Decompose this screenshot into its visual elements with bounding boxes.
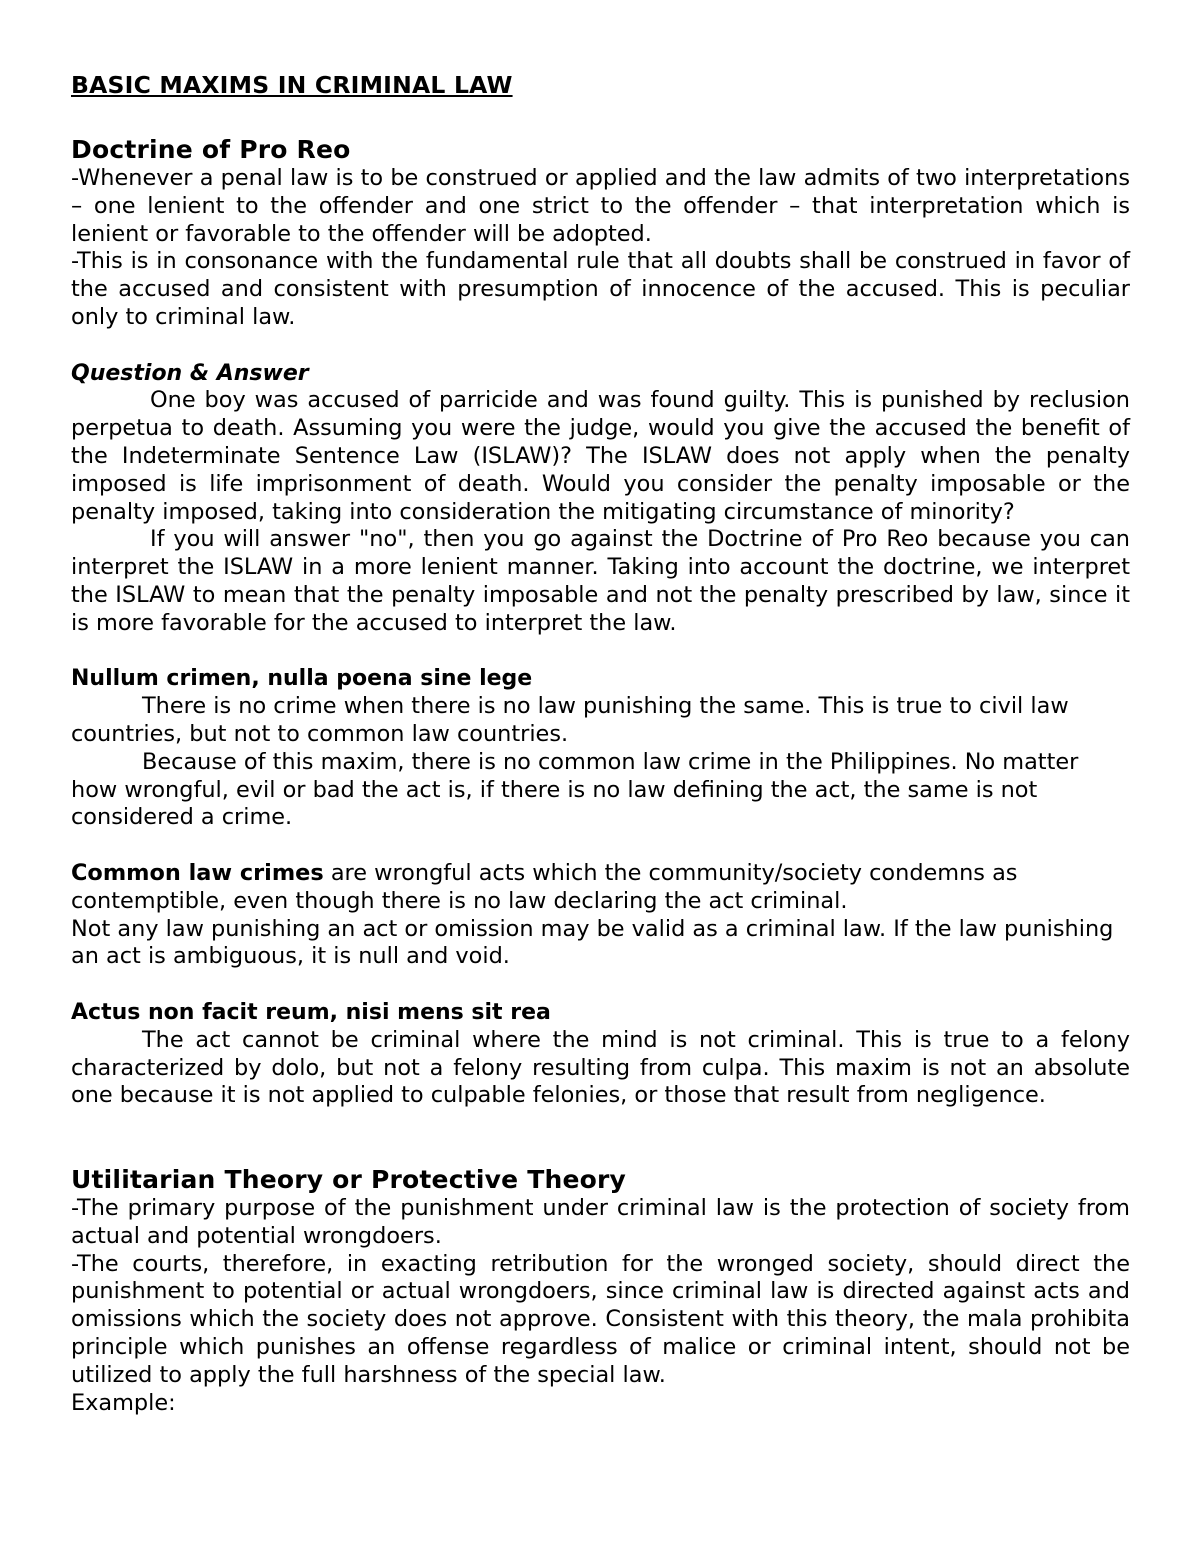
common-law-paragraph-2: Not any law punishing an act or omission may be valid as a criminal law. If the law punishing an act is ambiguous, it is null and void. [71, 915, 1114, 970]
pro-reo-paragraph-1: -Whenever a penal law is to be construed or applied and the law admits of two interpretations – one lenient to the offender and one strict to the offender – that interpretation which is lenient or favorable to the offender will be adopted. [71, 165, 1130, 247]
qa-answer: If you will answer "no", then you go against the Doctrine of Pro Reo because you can interpret the ISLAW in a more lenient manner. Taking into account the doctrine, we interpret the ISLAW to mean that the penalty imposable and not the penalty prescribed by law, since it is more favorable for the accused to interpret the law. [71, 526, 1130, 636]
nullum-paragraph-1: There is no crime when there is no law punishing the same. This is true to civil law countries, but not to common law countries. [71, 693, 1069, 747]
heading-pro-reo: Doctrine of Pro Reo [71, 135, 351, 164]
nullum-paragraph-2: Because of this maxim, there is no common law crime in the Philippines. No matter how wrongful, evil or bad the act is, if there is no law defining the act, the same is not considered a crime. [71, 748, 1079, 831]
document-title: BASIC MAXIMS IN CRIMINAL LAW [71, 71, 513, 99]
heading-utilitarian-theory: Utilitarian Theory or Protective Theory [71, 1165, 627, 1195]
common-law-definition: are wrongful acts which the community/society condemns as contemptible, even though there is no law declaring the act criminal. [71, 859, 1018, 914]
utilitarian-example-label: Example: [71, 1389, 176, 1416]
utilitarian-paragraph-1: -The primary purpose of the punishment under criminal law is the protection of society from actual and potential wrongdoers. [71, 1195, 1130, 1249]
utilitarian-paragraph-2: -The courts, therefore, in exacting retribution for the wronged society, should direct the punishment to potential or actual wrongdoers, since criminal law is directed against acts and omissions which the society does not approve. Consistent with this theory, the mala prohibita principle which punishes an offense regardless of malice or criminal intent, should not be utilized to apply the full harshness of the special law. [71, 1250, 1130, 1388]
actus-paragraph-1: The act cannot be criminal where the mind is not criminal. This is true to a felony characterized by dolo, but not a felony resulting from culpa. This maxim is not an absolute one because it is not applied to culpable felonies, or those that result from negligence. [71, 1026, 1130, 1109]
heading-question-answer: Question & Answer [71, 360, 309, 386]
heading-actus-non-facit: Actus non facit reum, nisi mens sit rea [71, 999, 551, 1025]
common-law-paragraph-1 [71, 860, 1130, 916]
pro-reo-paragraph-2: -This is in consonance with the fundamental rule that all doubts shall be construed in favor of the accused and consistent with presumption of innocence of the accused. This is peculiar only to criminal law. [71, 248, 1130, 330]
common-law-term: Common law crimes [71, 859, 324, 886]
heading-nullum-crimen: Nullum crimen, nulla poena sine lege [71, 666, 533, 692]
qa-question: One boy was accused of parricide and was found guilty. This is punished by reclusion perpetua to death. Assuming you were the judge, would you give the accused the benefit of the Indeterminate Sentence Law (ISLAW)? The ISLAW does not apply when the penalty imposed is life imprisonment of death. Would you consider the penalty imposable or the penalty imposed, taking into consideration the mitigating circumstance of minority? [71, 387, 1130, 525]
